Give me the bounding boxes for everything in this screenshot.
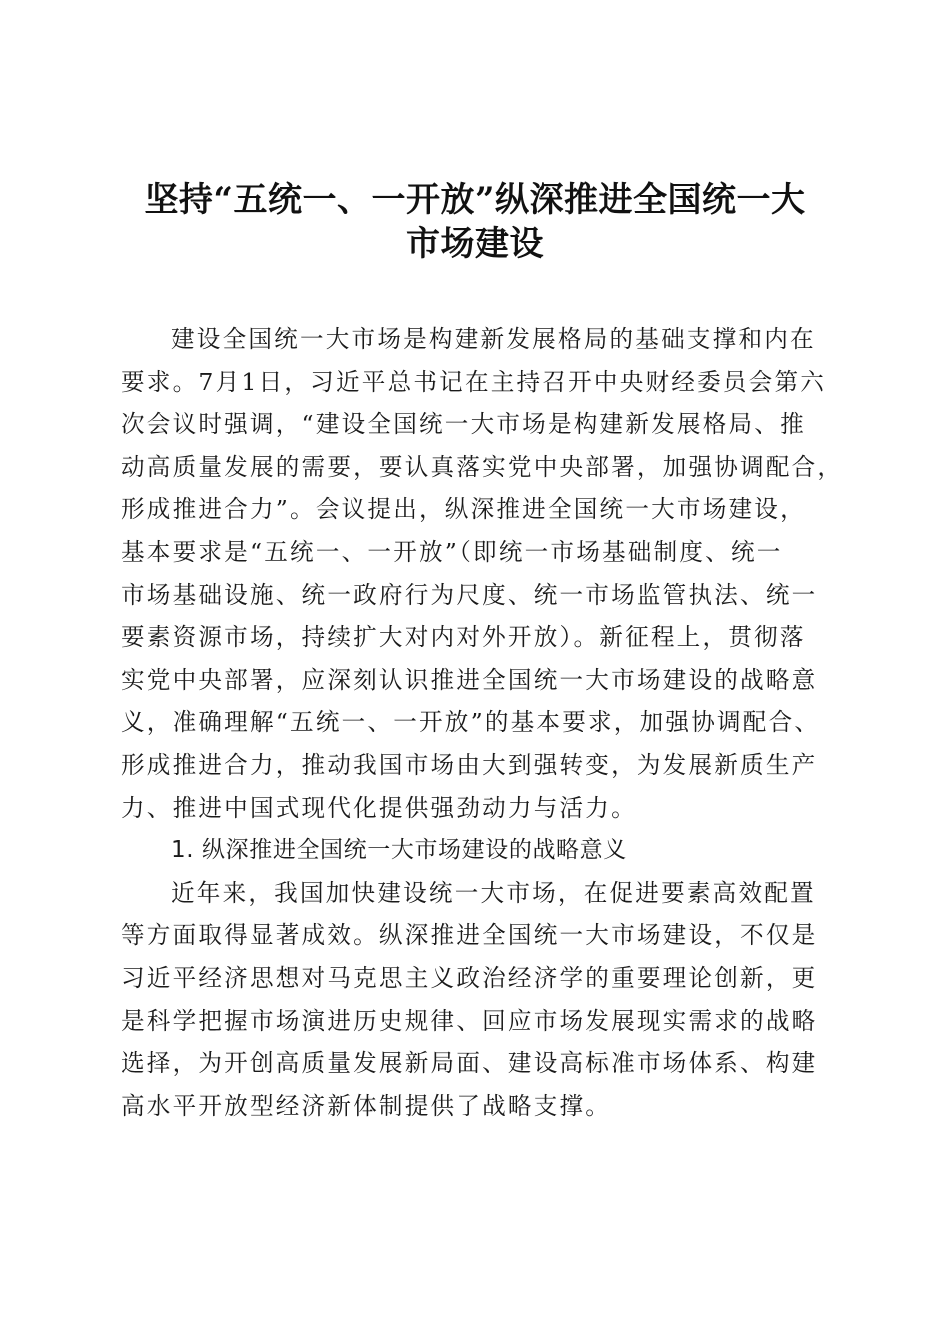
text-line: 形成推进合力”。会议提出，纵深推进全国统一大市场建设， (121, 495, 806, 524)
text-line: 近年来，我国加快建设统一大市场，在促进要素高效配置 (171, 878, 816, 907)
text-line: 要求。7月1日，习近平总书记在主持召开中央财经委员会第六 (121, 367, 827, 396)
text-line: 次会议时强调，“建设全国统一大市场是构建新发展格局、推 (121, 410, 806, 439)
text-line: 等方面取得显著成效。纵深推进全国统一大市场建设，不仅是 (121, 921, 818, 950)
paragraph-1 (121, 318, 844, 829)
document-body (121, 318, 844, 1127)
text-line: 动高质量发展的需要，要认真落实党中央部署，加强协调配合， (121, 452, 844, 481)
text-line: 义，准确理解“五统一、一开放”的基本要求，加强协调配合、 (121, 708, 821, 737)
section-heading: 1. 纵深推进全国统一大市场建设的战略意义 (171, 837, 627, 864)
text-line: 选择，为开创高质量发展新局面、建设高标准市场体系、构建 (121, 1049, 818, 1078)
title-line: 坚持“五统一、一开放”纵深推进全国统一大 (144, 180, 806, 220)
text-line: 建设全国统一大市场是构建新发展格局的基础支撑和内在 (171, 325, 816, 353)
paragraph-2 (121, 872, 825, 1128)
text-line: 基本要求是“五统一、一开放”（即统一市场基础制度、统一 (121, 537, 783, 566)
text-line: 习近平经济思想对马克思主义政治经济学的重要理论创新，更 (121, 963, 818, 992)
text-line: 要素资源市场，持续扩大对内对外开放）。新征程上，贯彻落 (121, 623, 806, 652)
text-line: 力、推进中国式现代化提供强劲动力与活力。 (121, 793, 637, 822)
text-line: 形成推进合力，推动我国市场由大到强转变，为发展新质生产 (121, 750, 818, 779)
text-line: 是科学把握市场演进历史规律、回应市场发展现实需求的战略 (121, 1006, 818, 1035)
title-line: 市场建设 (406, 224, 544, 264)
text-line: 实党中央部署，应深刻认识推进全国统一大市场建设的战略意 (121, 665, 818, 694)
text-line: 市场基础设施、统一政府行为尺度、统一市场监管执法、统一 (121, 580, 818, 609)
text-line: 高水平开放型经济新体制提供了战略支撑。 (121, 1091, 612, 1120)
page-title (100, 178, 850, 266)
